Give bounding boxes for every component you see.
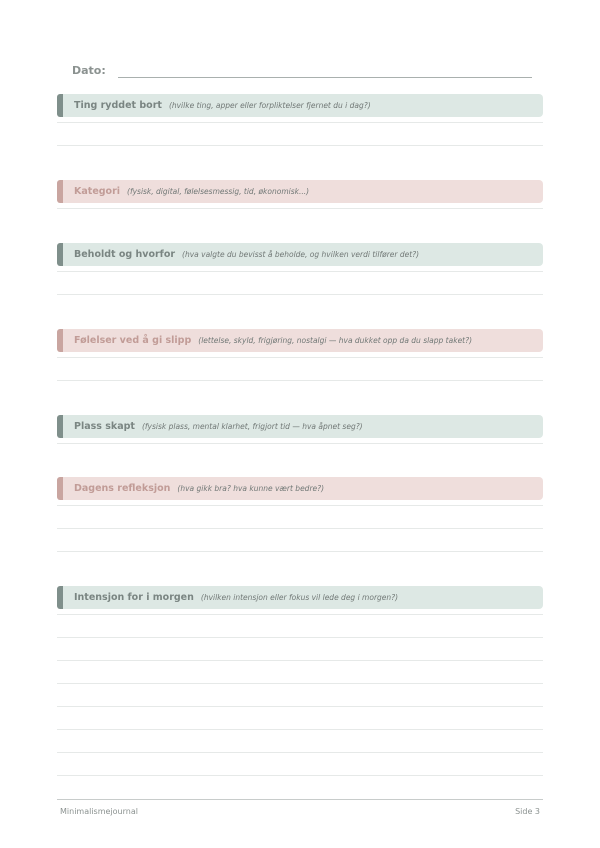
footer-journal-name: Minimalismejournal (60, 807, 138, 816)
section-header-kategori (57, 180, 543, 203)
section-hint: (hvilken intensjon eller fokus vil lede deg i morgen?) (200, 593, 399, 602)
write-line[interactable] (57, 271, 543, 272)
write-line[interactable] (57, 443, 543, 444)
section-hint: (lettelse, skyld, frigjøring, nostalgi — hva dukket opp da du slapp taket?) (198, 336, 473, 345)
write-line[interactable] (57, 752, 543, 753)
write-line[interactable] (57, 637, 543, 638)
section-title: Kategori (74, 186, 121, 197)
write-line[interactable] (57, 357, 543, 358)
section-header-folelser (57, 329, 543, 352)
footer-page-number: Side 3 (515, 807, 540, 816)
date-label: Dato: (72, 64, 106, 77)
section-title: Følelser ved å gi slipp (74, 335, 192, 346)
section-title: Beholdt og hvorfor (74, 249, 176, 260)
write-line[interactable] (57, 551, 543, 552)
write-line[interactable] (57, 380, 543, 381)
write-line[interactable] (57, 294, 543, 295)
footer-divider (57, 799, 543, 800)
write-line[interactable] (57, 505, 543, 506)
write-line[interactable] (57, 528, 543, 529)
section-title: Ting ryddet bort (74, 100, 162, 111)
section-hint: (hva gikk bra? hva kunne vært bedre?) (177, 484, 325, 493)
date-row (72, 64, 532, 80)
section-title: Dagens refleksjon (74, 483, 171, 494)
section-header-intensjon (57, 586, 543, 609)
section-title: Plass skapt (74, 421, 135, 432)
section-header-dagens-refleksjon (57, 477, 543, 500)
write-line[interactable] (57, 683, 543, 684)
section-header-ting-ryddet-bort (57, 94, 543, 117)
write-line[interactable] (57, 729, 543, 730)
section-hint: (hvilke ting, apper eller forpliktelser fjernet du i dag?) (168, 101, 371, 110)
write-line[interactable] (57, 208, 543, 209)
write-line[interactable] (57, 122, 543, 123)
write-line[interactable] (57, 775, 543, 776)
section-hint: (fysisk, digital, følelsesmessig, tid, økonomisk...) (127, 187, 310, 196)
date-write-line[interactable] (118, 77, 532, 78)
section-header-plass-skapt (57, 415, 543, 438)
write-line[interactable] (57, 660, 543, 661)
write-line[interactable] (57, 706, 543, 707)
write-line[interactable] (57, 614, 543, 615)
section-header-beholdt-og-hvorfor (57, 243, 543, 266)
section-hint: (hva valgte du bevisst å beholde, og hvilken verdi tilfører det?) (182, 250, 420, 259)
section-title: Intensjon for i morgen (74, 592, 194, 603)
section-hint: (fysisk plass, mental klarhet, frigjort tid — hva åpnet seg?) (141, 422, 363, 431)
write-line[interactable] (57, 145, 543, 146)
